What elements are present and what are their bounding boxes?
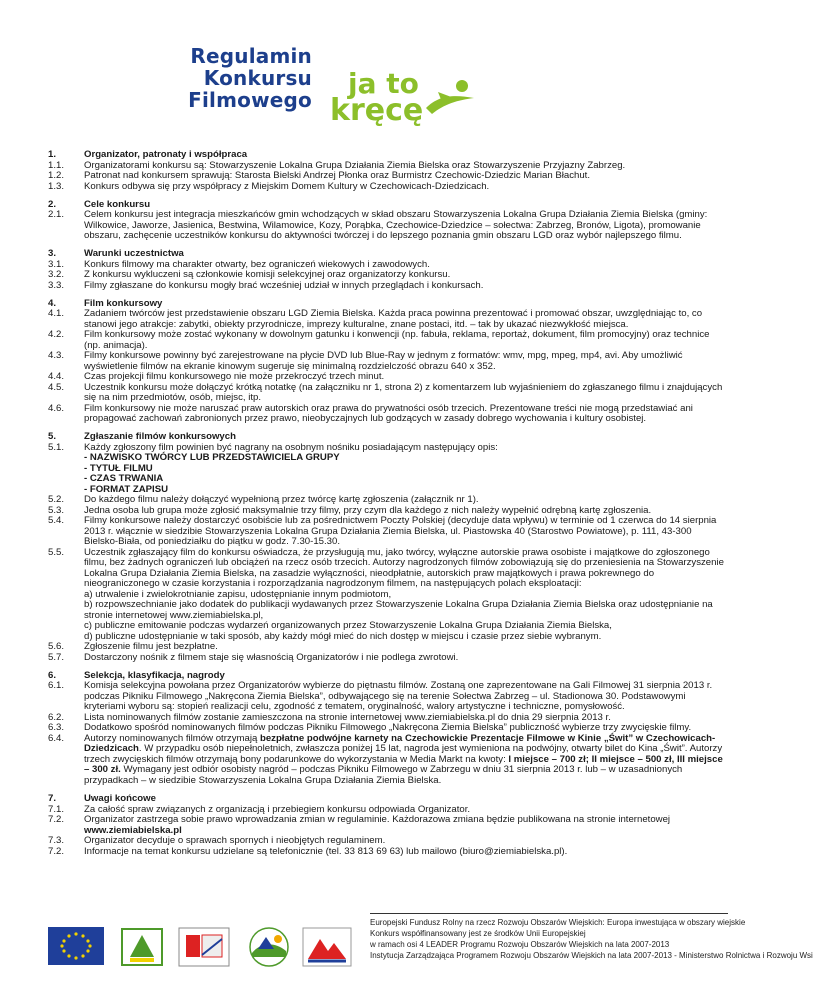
- list-item: 4.6. Film konkursowy nie może naruszać praw autorskich oraz prawa do prywatności osób trzecich. Prezentowane treści nie mogą przedstawiać ani propagować zachowań zabronionych przez prawo, nieobyczajnych lub godzących w zasady dobrego wychowania i kultury osobistej.: [48, 402, 693, 425]
- title-line-1: Regulamin: [190, 44, 312, 68]
- section-2: [48, 200, 724, 242]
- footer-line-2: Konkurs współfinansowany jest ze środków Unii Europejskiej: [370, 929, 586, 938]
- list-item: 7.1. Za całość spraw związanych z organizacją i przebiegiem konkursu odpowiada Organizator.: [48, 803, 471, 815]
- label-field: - CZAS TRWANIA: [84, 473, 164, 485]
- title-line-3: Filmowego: [188, 88, 312, 112]
- leader-logo-icon: [120, 927, 164, 969]
- sub-item: b) rozpowszechnianie jako dodatek do publikacji wydawanych przez Stowarzyszenie Lokalna Grupa Działania Ziemia Bielska oraz udostępnianie na stronie internetowej www.ziemiabielska.pl,: [84, 599, 713, 621]
- section-number: 1.: [48, 149, 57, 160]
- list-item: 6.3. Dodatkowo spośród nominowanych filmów podczas Pikniku Filmowego „Nakręcona Ziemia Bielska” publiczność wybierze trzy zwycięskie filmy.: [48, 722, 692, 734]
- list-item: 4.3. Filmy konkursowe powinny być zarejestrowane na płycie DVD lub Blue-Ray w jednym z formatów: wmv, mpg, mpeg, mp4, avi. Aby umożliwić wyświetlenie filmów na ekranie kinowym sugeruje się minimalną rozdzielczość obrazu 640 x 352.: [48, 350, 683, 372]
- list-item: 4.2. Film konkursowy może zostać wykonany w dowolnym gatunku i konwencji (np. fabuła, reklama, reportaż, dokument, film promocyjny) oraz technice (np. animacja).: [48, 329, 710, 351]
- list-item: 1.1. Organizatorami konkursu są: Stowarzyszenie Lokalna Grupa Działania Ziemia Bielska oraz Stowarzyszenie Przyjazny Zabrzeg.: [48, 159, 626, 171]
- list-item: 7.2. Organizator zastrzega sobie prawo wprowadzania zmian w regulaminie. Każdorazowa zmiana będzie publikowana na stronie internetowej: [48, 814, 671, 826]
- section-7: [48, 794, 724, 857]
- section-1: [48, 150, 724, 192]
- section-title: Cele konkursu: [84, 198, 151, 210]
- list-item: 7.2. Informacje na temat konkursu udzielane są telefonicznie (tel. 33 813 69 63) lub mailowo (biuro@ziemiabielska.pl).: [48, 845, 568, 857]
- section-number: 3.: [48, 248, 57, 260]
- list-item: 2.1. Celem konkursu jest integracja mieszkańców gmin wchodzących w skład obszaru Stowarzyszenia Lokalna Grupa Działania Ziemia Bielska (gminy: Wilkowice, Jaworze, Jasienica, Bestwina, Wilamowice, Kozy, Porąbka, Czechowice-Dziedzice – sołectwa: Zabrzeg, Bronów, Ligota), promowanie obszaru, zachęcenie uczestników konkursu do aktywności twórczej i do lepszego poznania gmin obszaru LGD oraz wybór najlepszego filmu.: [48, 209, 708, 242]
- footer-divider: [370, 913, 728, 914]
- label-field: - TYTUŁ FILMU: [84, 462, 153, 474]
- list-item: 5.6. Zgłoszenie filmu jest bezpłatne.: [48, 641, 218, 653]
- section-4: [48, 299, 724, 425]
- film-camera-swoosh-icon: [424, 78, 476, 118]
- logo-text-krece: kręcę: [330, 93, 424, 128]
- list-item: 3.1. Konkurs filmowy ma charakter otwarty, bez ograniczeń wiekowych i zawodowych.: [48, 258, 430, 270]
- website-link[interactable]: www.ziemiabielska.pl: [84, 824, 182, 836]
- prow-logo-icon: [178, 927, 230, 969]
- funding-footer: [48, 913, 813, 973]
- section-number: 7.: [48, 793, 57, 805]
- section-number: 5.: [48, 431, 57, 443]
- sub-item: a) utrwalenie i zwielokrotnianie zapisu, udostępnianie innym podmiotom,: [84, 588, 392, 600]
- section-title: Selekcja, klasyfikacja, nagrody: [84, 669, 225, 681]
- logo-text-ja-to: ja to: [348, 67, 419, 100]
- label-field: - NAZWISKO TWÓRCY LUB PRZEDSTAWICIELA GRUPY: [84, 452, 340, 464]
- footer-line-3: w ramach osi 4 LEADER Programu Rozwoju Obszarów Wiejskich na lata 2007-2013: [370, 940, 670, 949]
- footer-line-1: Europejski Fundusz Rolny na rzecz Rozwoju Obszarów Wiejskich: Europa inwestująca w obszary wiejskie: [370, 918, 746, 927]
- list-item: 1.2. Patronat nad konkursem sprawują: Starosta Bielski Andrzej Płonka oraz Burmistrz Czechowic-Dziedzic Marian Błachut.: [48, 170, 591, 181]
- list-item: 5.4. Filmy konkursowe należy dostarczyć osobiście lub za pośrednictwem Poczty Polskiej (decyduje data wpływu) w terminie od 1 czerwca do 14 sierpnia 2013 r. włącznie w siedzibie Stowarzyszenia Lokalna Grupa Działania Ziemia Bielska, ul. Piastowska 40 (Starostwo Powiatowe), p. 111, 43-300 Bielsko-Biała, od poniedziałku do piątku w godz. 7.30-15.30.: [48, 515, 717, 548]
- section-3: [48, 249, 724, 291]
- section-number: 2.: [48, 198, 57, 210]
- list-item: 5.7. Dostarczony nośnik z filmem staje się własnością Organizatorów i nie podlega zwrotowi.: [48, 651, 459, 663]
- eu-flag-icon: [48, 927, 104, 969]
- list-item: 7.3. Organizator decyduje o sprawach spornych i nieobjętych regulaminem.: [48, 835, 386, 847]
- list-item: 5.2. Do każdego filmu należy dołączyć wypełnioną przez twórcę kartę zgłoszenia (załącznik nr 1).: [48, 494, 479, 506]
- sub-item: d) publiczne udostępnianie w taki sposób, aby każdy mógł mieć do nich dostęp w miejscu i czasie przez siebie wybranym.: [84, 630, 602, 642]
- footer-line-4: Instytucja Zarządzająca Programem Rozwoju Obszarów Wiejskich na lata 2007-2013 - Ministerstwo Rolnictwa i Rozwoju Wsi: [370, 951, 813, 960]
- list-item: 5.3. Jedna osoba lub grupa może zgłosić maksymalnie trzy filmy, przy czym dla każdego z nich należy wypełnić odrębną kartę zgłoszenia.: [48, 504, 652, 516]
- section-number: 6.: [48, 669, 57, 681]
- list-item: 1.3. Konkurs odbywa się przy współpracy z Miejskim Domem Kultury w Czechowicach-Dziedzicach.: [48, 180, 490, 192]
- section-6: [48, 671, 724, 787]
- list-item: 4.1. Zadaniem twórców jest przedstawienie obszaru LGD Ziemia Bielska. Każda praca powinna prezentować i promować obszar, uwzględniając to, co stanowi jego atrakcje: zabytki, obiekty przyrodnicze, imprezy kulturalne, znane postaci, itd. – tak by ukazać niezwykłość miejsca.: [48, 308, 703, 330]
- list-item: 3.3. Filmy zgłaszane do konkursu mogły brać wcześniej udział w innych przeglądach i konkursach.: [48, 279, 484, 291]
- document-header: [0, 40, 768, 128]
- zabrzeg-logo-icon: [302, 927, 352, 969]
- list-item: 6.2. Lista nominowanych filmów zostanie zamieszczona na stronie internetowej www.ziemiabielska.pl do dnia 29 sierpnia 2013 r.: [48, 711, 611, 723]
- list-item: 3.2. Z konkursu wykluczeni są członkowie komisji selekcyjnej oraz organizatorzy konkursu.: [48, 269, 451, 281]
- section-5: [48, 432, 724, 663]
- sub-item: c) publiczne emitowanie podczas wydarzeń organizowanych przez Stowarzyszenie Lokalna Grupa Działania Ziemia Bielska,: [84, 620, 612, 632]
- list-item: 5.5. Uczestnik zgłaszający film do konkursu oświadcza, że przysługują mu, jako twórcy, wyłączne autorskie prawa osobiste i majątkowe do zgłoszonego filmu, bez żadnych ograniczeń lub obciążeń na rzecz osób trzecich. Autorzy nagrodzonych filmów zobowiązują się do przeniesienia na Stowarzyszenie Lokalna Grupa Działania Ziemia Bielska, na zasadzie wyłączności, nieodpłatnie, autorskich praw majątkowych i prawa pokrewnego do nieograniczonego w czasie korzystania i rozporządzania nagrodzonym filmem, na następujących polach eksploatacji:: [48, 546, 724, 590]
- section-number: 4.: [48, 297, 57, 309]
- section-title: Organizator, patronaty i współpraca: [84, 149, 248, 160]
- list-item: 6.1. Komisja selekcyjna powołana przez Organizatorów wybierze do piętnastu filmów. Zostaną one zaprezentowane na Gali Filmowej 31 sierpnia 2013 r. podczas Pikniku Filmowego „Nakręcona Ziemia Bielska”, odbywającego się na terenie Sołectwa Zabrzeg – ul. Stadionowa 30. Podstawowymi kryteriami wyboru są: stopień realizacji celu, zgodność z tematem, oryginalność, walory artystyczne i techniczne, pomysłowość.: [48, 680, 713, 713]
- list-item: 6.4. Autorzy nominowanych filmów otrzymają bezpłatne podwójne karnety na Czechowickie Prezentacje Filmowe w Kinie „Świt” w Czechowicach-Dziedzicach. W przypadku osób niepełnoletnich, zwłaszcza poniżej 15 lat, nagroda jest wymieniona na podwójny, otwarty bilet do Kina „Świt”. Autorzy trzech zwycięskich filmów otrzymają bony podarunkowe do wykorzystania w Media Markt na kwoty: I miejsce – 700 zł; II miejsce – 500 zł, III miejsce – 300 zł. Wymagany jest odbiór osobisty nagród – podczas Pikniku Filmowego w Zabrzegu w dniu 31 sierpnia 2013 r. lub – w uzasadnionych przypadkach – w siedzibie Stowarzyszenia Lokalna Grupa Działania Ziemia Bielska.: [48, 732, 723, 786]
- section-title: Uwagi końcowe: [84, 793, 156, 805]
- section-title: Zgłaszanie filmów konkursowych: [84, 431, 236, 443]
- list-item: 5.1. Każdy zgłoszony film powinien być nagrany na osobnym nośniku posiadającym następujący opis:: [48, 441, 498, 453]
- lgd-ziemia-bielska-logo-icon: [244, 927, 294, 969]
- list-item: 4.5. Uczestnik konkursu może dołączyć krótką notatkę (na załączniku nr 1, strona 2) z komentarzem lub wyjaśnieniem do zgłaszanego filmu i znajdujących się na nim przedmiotów, osób, miejsc, itp.: [48, 381, 723, 404]
- regulations-body: [48, 150, 724, 865]
- title-line-2: Konkursu: [203, 66, 312, 90]
- section-title: Warunki uczestnictwa: [84, 248, 184, 260]
- list-item: 4.4. Czas projekcji filmu konkursowego nie może przekroczyć trzech minut.: [48, 371, 385, 383]
- label-field: - FORMAT ZAPISU: [84, 483, 169, 495]
- section-title: Film konkursowy: [84, 297, 163, 309]
